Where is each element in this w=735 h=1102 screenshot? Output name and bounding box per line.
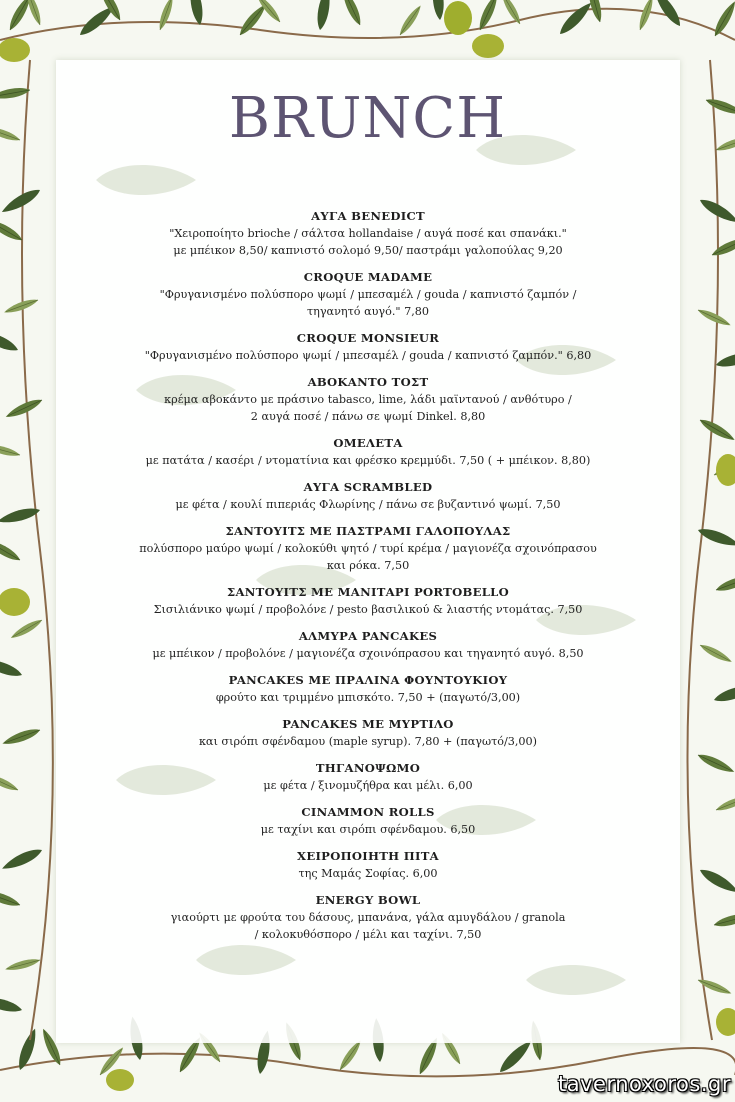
menu-item xyxy=(70,523,666,574)
menu-list xyxy=(70,208,666,953)
menu-item xyxy=(70,848,666,882)
menu-item-description: τηγανητό αυγό." 7,80 xyxy=(306,305,430,318)
menu-item xyxy=(70,208,666,259)
menu-item-description: φρούτο και τριμμένο μπισκότο. 7,50 + (παγωτό/3,00) xyxy=(215,691,521,704)
menu-item xyxy=(70,269,666,320)
menu-item-description: με μπέικον 8,50/ καπνιστό σολομό 9,50/ παστράμι γαλοπούλας 9,20 xyxy=(173,244,563,257)
menu-item-description: γιαούρτι με φρούτα του δάσους, μπανάνα, γάλα αμυγδάλου / granola xyxy=(170,911,566,924)
watermark: tavernoxoros.gr xyxy=(558,1072,731,1096)
menu-item-name: ΧΕΙΡΟΠΟΙΗΤΗ ΠΙΤΑ xyxy=(297,849,439,863)
menu-item-description: με φέτα / κουλί πιπεριάς Φλωρίνης / πάνω σε βυζαντινό ψωμί. 7,50 xyxy=(175,498,561,511)
menu-item xyxy=(70,716,666,750)
menu-item-name: PANCAKES ΜΕ ΠΡΑΛΙΝΑ ΦΟΥΝΤΟΥΚΙΟΥ xyxy=(228,673,508,687)
menu-item-description: 2 αυγά ποσέ / πάνω σε ψωμί Dinkel. 8,80 xyxy=(250,410,486,423)
menu-item-description: και σιρόπι σφένδαμου (maple syrup). 7,80 + (παγωτό/3,00) xyxy=(198,735,538,748)
menu-item-description: με ταχίνι και σιρόπι σφένδαμου. 6,50 xyxy=(260,823,476,836)
menu-item xyxy=(70,804,666,838)
menu-item xyxy=(70,330,666,364)
menu-item-name: ΣΑΝΤΟΥΙΤΣ ΜΕ ΜΑΝΙΤΑΡΙ PORTOBELLO xyxy=(226,585,510,599)
menu-item-name: CROQUE MADAME xyxy=(303,270,433,284)
menu-item xyxy=(70,760,666,794)
menu-item-name: CINAMMON ROLLS xyxy=(301,805,435,819)
menu-item-name: ΑΛΜΥΡΑ PANCAKES xyxy=(298,629,438,643)
menu-item-description: με πατάτα / κασέρι / ντοματίνια και φρέσκο κρεμμύδι. 7,50 ( + μπέικον. 8,80) xyxy=(145,454,591,467)
menu-item-description: και ρόκα. 7,50 xyxy=(326,559,410,572)
menu-item-name: ΑΥΓΑ BENEDICT xyxy=(311,209,425,223)
menu-item xyxy=(70,479,666,513)
menu-item-name: ΑΒΟΚΑΝΤΟ ΤΟΣΤ xyxy=(307,375,429,389)
menu-item-name: PANCAKES ΜΕ ΜΥΡΤΙΛΟ xyxy=(282,717,454,731)
menu-item xyxy=(70,628,666,662)
menu-item-description: Σισιλιάνικο ψωμί / προβολόνε / pesto βασιλικού & λιαστής ντομάτας. 7,50 xyxy=(153,603,583,616)
menu-item-description: πολύσπορο μαύρο ψωμί / κολοκύθι ψητό / τυρί κρέμα / μαγιονέζα σχοινόπρασου xyxy=(139,542,597,555)
menu-item xyxy=(70,435,666,469)
menu-item-description: κρέμα αβοκάντο με πράσινο tabasco, lime, λάδι μαϊντανού / ανθότυρο / xyxy=(164,393,572,406)
menu-item xyxy=(70,672,666,706)
menu-item-name: ENERGY BOWL xyxy=(315,893,421,907)
menu-item xyxy=(70,374,666,425)
menu-item-name: ΣΑΝΤΟΥΙΤΣ ΜΕ ΠΑΣΤΡΑΜΙ ΓΑΛΟΠΟΥΛΑΣ xyxy=(225,524,511,538)
menu-item-name: CROQUE MONSIEUR xyxy=(296,331,440,345)
menu-item-description: "Χειροποίητο brioche / σάλτσα hollandaise / αυγά ποσέ και σπανάκι." xyxy=(169,227,567,240)
menu-item-description: / κολοκυθόσπορο / μέλι και ταχίνι. 7,50 xyxy=(254,928,482,941)
menu-item-name: ΟΜΕΛΕΤΑ xyxy=(333,436,403,450)
menu-item-description: "Φρυγανισμένο πολύσπορο ψωμί / μπεσαμέλ / gouda / καπνιστό ζαμπόν." 6,80 xyxy=(144,349,592,362)
menu-item-description: με φέτα / ξινομυζήθρα και μέλι. 6,00 xyxy=(263,779,473,792)
menu-item-name: ΑΥΓΑ SCRAMBLED xyxy=(303,480,433,494)
menu-item xyxy=(70,892,666,943)
menu-item-description: με μπέικον / προβολόνε / μαγιονέζα σχοινόπρασου και τηγανητό αυγό. 8,50 xyxy=(152,647,584,660)
menu-item-description: "Φρυγανισμένο πολύσπορο ψωμί / μπεσαμέλ / gouda / καπνιστό ζαμπόν / xyxy=(159,288,577,301)
page-title: BRUNCH xyxy=(228,86,507,151)
menu-item xyxy=(70,584,666,618)
menu-item-name: ΤΗΓΑΝΟΨΩΜΟ xyxy=(315,761,421,775)
menu-item-description: της Μαμάς Σοφίας. 6,00 xyxy=(298,867,438,880)
